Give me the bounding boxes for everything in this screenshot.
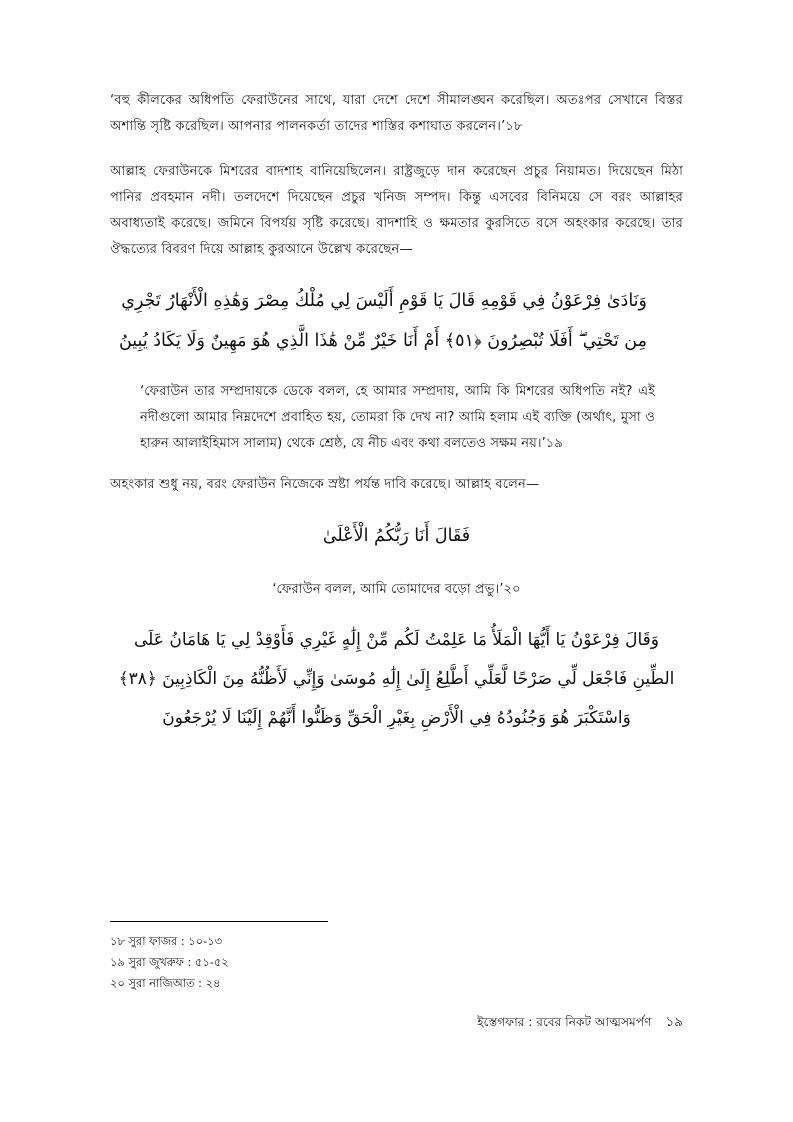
arabic-line: وَاسْتَكْبَرَ هُوَ وَجُنُودُهُ فِي الْأَرْضِ بِغَيْرِ الْحَقِّ وَظَنُّوا أَنَّهُمْ إِلَيْنَا لَا يُرْجَعُونَ <box>162 707 631 728</box>
arabic-line: وَنَادَىٰ فِرْعَوْنُ فِي قَوْمِهِ قَالَ يَا قَوْمِ أَلَيْسَ لِي مُلْكُ مِصْرَ وَهَٰذِهِ الْأَنْهَارُ تَجْرِي <box>121 291 647 312</box>
footnotes-section <box>110 921 683 994</box>
arabic-verse-naziat: فَقَالَ أَنَا رَبُّكُمُ الْأَعْلَىٰ <box>322 526 471 547</box>
page-footer <box>110 1011 683 1034</box>
paragraph-pharaoh-kingdom: আল্লাহ ফেরাউনকে মিশরের বাদশাহ বানিয়েছিলেন। রাষ্ট্রজুড়ে দান করেছেন প্রচুর নিয়ামত। দিয়েছেন মিঠা পানির প্রবহমান নদী। তলদেশে দিয়েছেন প্রচুর খনিজ সম্পদ। কিন্তু এসবের বিনিময়ে সে বরং আল্লাহর অবাধ্যতাই করেছে। জমিনে বিপর্যয় সৃষ্টি করেছে। বাদশাহি ও ক্ষমতার কুরসিতে বসে অহংকার করেছে। তার ঔদ্ধত্যের বিবরণ দিয়ে আল্লাহ কুরআনে উল্লেখ করেছেন— <box>110 164 683 257</box>
arabic-line: الطِّينِ فَاجْعَل لِّي صَرْحًا لَّعَلِّي أَطَّلِعُ إِلَىٰ إِلَٰهِ مُوسَىٰ وَإِنِّي لَأَظُنُّهُ مِنَ الْكَاذِبِينَ ﴿٣٨﴾ <box>118 668 675 689</box>
arabic-line: وَقَالَ فِرْعَوْنُ يَا أَيُّهَا الْمَلَأُ مَا عَلِمْتُ لَكُم مِّنْ إِلَٰهٍ غَيْرِي فَأَوْقِدْ لِي يَا هَامَانُ عَلَى <box>133 629 659 650</box>
arabic-verse-qasas <box>110 621 683 738</box>
arabic-verse-zukhruf <box>110 282 683 361</box>
paragraph-quote-surah-fajr: ‘বহু কীলকের অধিপতি ফেরাউনের সাথে, যারা দেশে দেশে সীমালঙ্ঘন করেছিল। অতঃপর সেখানে বিস্তর অশান্তি সৃষ্টি করেছিল। আপনার পালনকর্তা তাদের শাস্তির কশাঘাত করলেন।’১৮ <box>110 93 683 134</box>
footer-title: ইস্তেগফার : রবের নিকট আত্মসমর্পণ <box>477 1015 652 1029</box>
paragraph-pharaoh-lordship-claim: অহংকার শুধু নয়, বরং ফেরাউন নিজেকে স্রষ্টা পর্যন্ত দাবি করেছে। আল্লাহ বলেন— <box>110 477 540 493</box>
page-content <box>110 88 683 738</box>
footnote-item: ১৮ সুরা ফাজর : ১০-১৩ <box>110 933 222 948</box>
translation-naziat: ‘ফেরাউন বলল, আমি তোমাদের বড়ো প্রভু।’২০ <box>272 581 521 597</box>
footnote-item: ২০ সুরা নাজিআত : ২৪ <box>110 975 221 990</box>
arabic-line: مِن تَحْتِي ۖ أَفَلَا تُبْصِرُونَ ﴿٥١﴾ أَمْ أَنَا خَيْرٌ مِّنْ هَٰذَا الَّذِي هُوَ مَهِينٌ وَلَا يَكَادُ يُبِينُ <box>118 330 647 351</box>
footnote-divider <box>110 921 328 922</box>
translation-zukhruf: ‘ফেরাউন তার সম্প্রদায়কে ডেকে বলল, হে আমার সম্প্রদায়, আমি কি মিশরের অধিপতি নই? এই নদীগুলো আমার নিম্নদেশে প্রবাহিত হয়, তোমরা কি দেখ না? আমি হলাম এই ব্যক্তি (অর্থাৎ, মুসা ও হারুন আলাইহিমাস সালাম) থেকে শ্রেষ্ঠ, যে নীচ এবং কথা বলতেও সক্ষম নয়।’১৯ <box>140 384 655 451</box>
footnote-item: ১৯ সুরা জুখরুফ : ৫১-৫২ <box>110 954 229 969</box>
page-number: ১৯ <box>665 1014 683 1030</box>
